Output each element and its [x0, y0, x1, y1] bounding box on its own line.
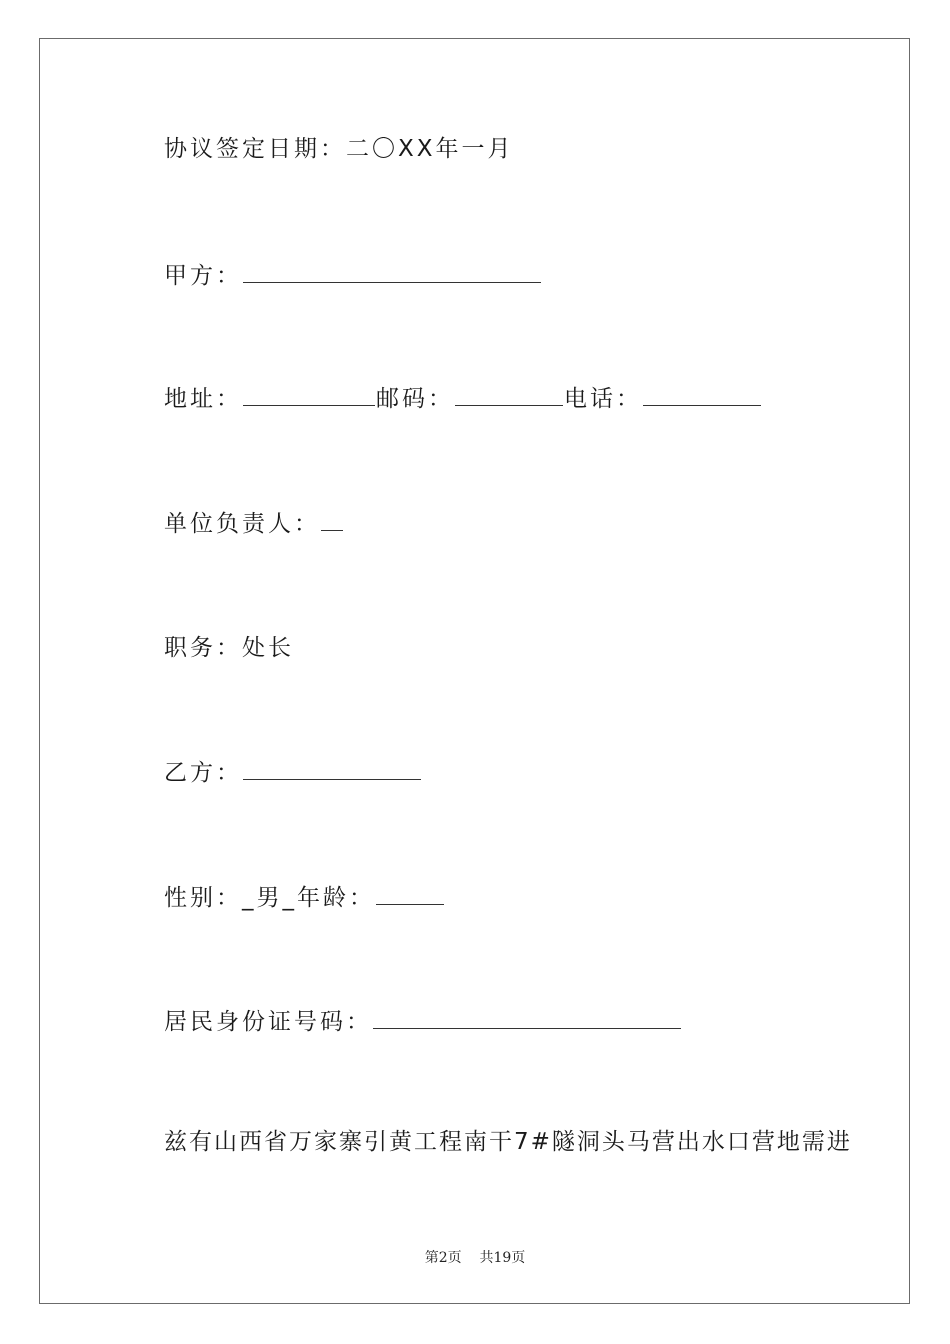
- position-text: 职务：处长: [164, 635, 294, 661]
- address-line: [164, 384, 762, 414]
- address-label: 地址：: [164, 386, 242, 412]
- party-b-line: [164, 758, 422, 788]
- postcode-blank[interactable]: [455, 385, 563, 406]
- party-b-label: 乙方：: [164, 760, 242, 786]
- phone-blank[interactable]: [643, 385, 761, 406]
- phone-label: 电话：: [564, 386, 642, 412]
- id-number-blank[interactable]: [373, 1008, 681, 1029]
- agreement-date-text: 协议签定日期：二〇XX年一月: [164, 136, 514, 162]
- agreement-date-line: [164, 134, 514, 164]
- unit-head-line: [164, 509, 344, 539]
- address-blank[interactable]: [243, 385, 375, 406]
- unit-head-blank[interactable]: [321, 510, 343, 531]
- party-a-blank[interactable]: [243, 262, 541, 283]
- id-number-label: 居民身份证号码：: [164, 1009, 372, 1035]
- age-blank[interactable]: [376, 884, 444, 905]
- body-paragraph: [164, 1127, 852, 1157]
- gender-value: 男: [256, 885, 283, 911]
- page-total: 共19页: [479, 1250, 526, 1266]
- position-line: [164, 633, 294, 663]
- page-number: 第2页: [424, 1250, 462, 1266]
- party-a-label: 甲方：: [164, 263, 242, 289]
- id-number-line: [164, 1007, 682, 1037]
- gender-label: 性别：_: [164, 885, 257, 911]
- postcode-label: 邮码：: [376, 386, 454, 412]
- party-a-line: [164, 261, 542, 291]
- gender-age-line: [164, 883, 445, 913]
- party-b-blank[interactable]: [243, 759, 421, 780]
- page-border: [39, 38, 910, 1304]
- page-footer: [0, 1247, 950, 1267]
- body-text: 兹有山西省万家寨引黄工程南干7#隧洞头马营出水口营地需进: [164, 1129, 852, 1155]
- age-label: _年龄：: [282, 885, 375, 911]
- unit-head-label: 单位负责人：: [164, 511, 320, 537]
